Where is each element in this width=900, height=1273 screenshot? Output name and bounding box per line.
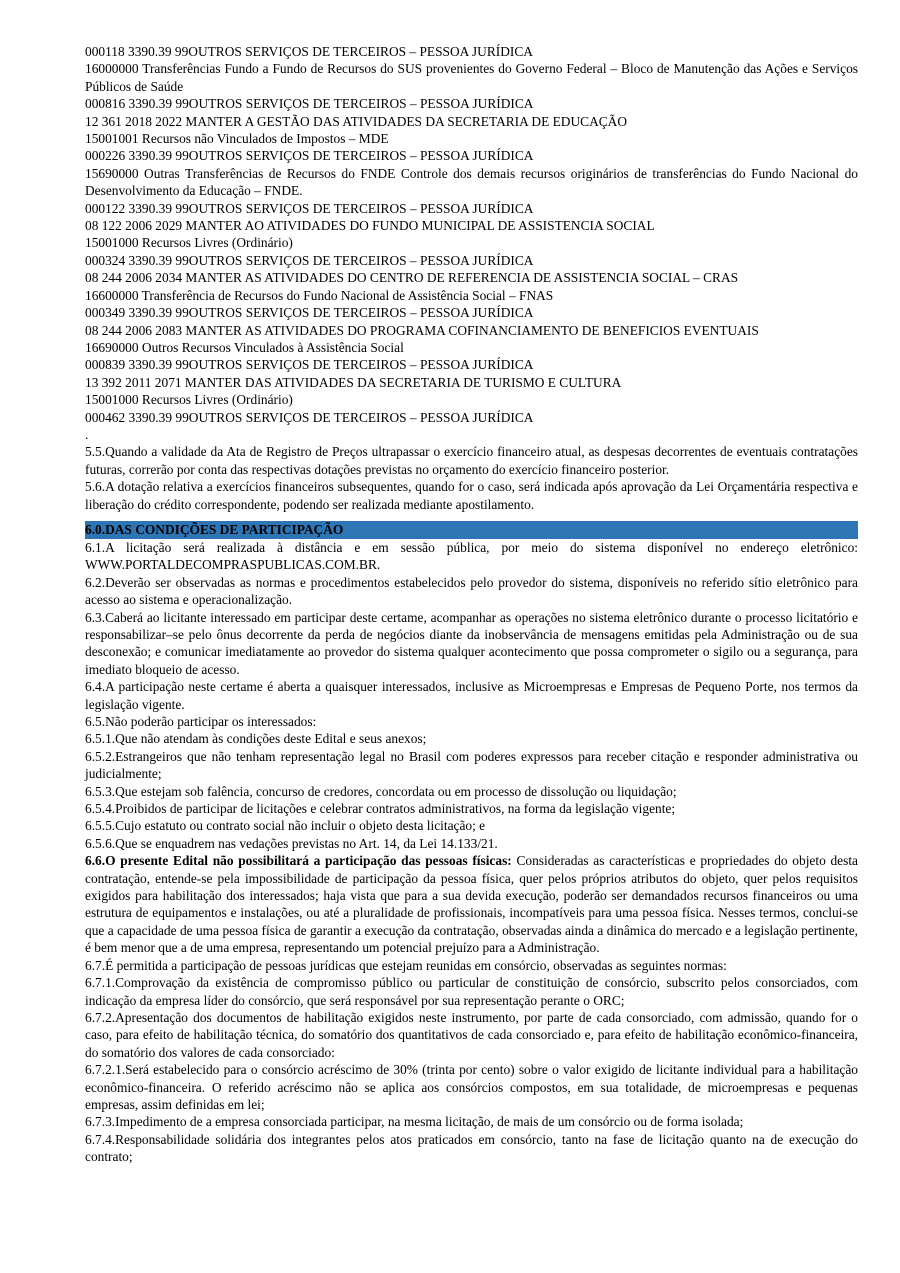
clause-6-7-3: 6.7.3.Impedimento de a empresa consorciada participar, na mesma licitação, de mais de um consórcio ou de forma isolada; bbox=[85, 1114, 744, 1130]
clause-6-7-4: 6.7.4.Responsabilidade solidária dos integrantes pelos atos praticados em consórcio, tanto na fase de licitação quanto na de execução do contrato; bbox=[85, 1131, 858, 1165]
budget-line: 12 361 2018 2022 MANTER A GESTÃO DAS ATIVIDADES DA SECRETARIA DE EDUCAÇÃO bbox=[85, 113, 628, 129]
budget-line: 15001000 Recursos Livres (Ordinário) bbox=[85, 392, 293, 408]
clause-6-6-text: Consideradas as características e propriedades do objeto desta contratação, entende-se pela impossibilidade de participação da pessoa física, quer pelos próprios atributos do objeto, quer pelos requisitos exigidos para habilitação dos interessados; haja vista que para a sua devida execução, poderão ser demandados recursos financeiros ou uma estrutura de equipamentos e instalações, ou até a pluralidade de profissionais, incompatíveis para uma pessoa física. Nesses termos, conclui-se que a capacidade de uma pessoa física de garantir a execução da contratação, observadas ainda a dinâmica do mercado e a legislação pertinente, é bem menor que a de uma empresa, representando um potencial prejuízo para a Administração. bbox=[85, 853, 858, 956]
budget-line: 000816 3390.39 99OUTROS SERVIÇOS DE TERCEIROS – PESSOA JURÍDICA bbox=[85, 96, 534, 112]
clause-6-7-2: 6.7.2.Apresentação dos documentos de habilitação exigidos neste instrumento, por parte de cada consorciado, com admissão, quando for o caso, para efeito de habilitação técnica, do somatório dos quantitativos de cada consorciado e, para efeito de habilitação econômico-financeira, do somatório dos valores de cada consorciado: bbox=[85, 1009, 858, 1060]
clause-6-6-heading: 6.6.O presente Edital não possibilitará a participação das pessoas físicas: bbox=[85, 853, 512, 869]
clause-6-2: 6.2.Deverão ser observadas as normas e procedimentos estabelecidos pelo provedor do sistema, disponíveis no referido sítio eletrônico para acesso ao sistema e operacionalização. bbox=[85, 574, 858, 608]
budget-line: 15001001 Recursos não Vinculados de Impostos – MDE bbox=[85, 131, 389, 147]
clause-6-5-4: 6.5.4.Proibidos de participar de licitações e celebrar contratos administrativos, na forma da legislação vigente; bbox=[85, 801, 676, 817]
budget-line: 000324 3390.39 99OUTROS SERVIÇOS DE TERCEIROS – PESSOA JURÍDICA bbox=[85, 252, 534, 268]
clause-6-5-6: 6.5.6.Que se enquadrem nas vedações previstas no Art. 14, da Lei 14.133/21. bbox=[85, 835, 498, 851]
clause-6-3: 6.3.Caberá ao licitante interessado em participar deste certame, acompanhar as operações no sistema eletrônico durante o processo licitatório e responsabilizar–se pelo ônus decorrente da perda de negócios diante da inobservância de mensagens emitidas pela Administração ou de sua desconexão; e comunicar imediatamente ao provedor do sistema qualquer acontecimento que possa comprometer o sigilo ou a segurança, para imediato bloqueio de acesso. bbox=[85, 609, 858, 677]
clause-6-5-2: 6.5.2.Estrangeiros que não tenham representação legal no Brasil com poderes expressos para receber citação e responder administrativa ou judicialmente; bbox=[85, 748, 858, 782]
budget-line: 16690000 Outros Recursos Vinculados à Assistência Social bbox=[85, 339, 404, 355]
section-title: 6.0.DAS CONDIÇÕES DE PARTICIPAÇÃO bbox=[85, 521, 858, 539]
budget-line: 000462 3390.39 99OUTROS SERVIÇOS DE TERCEIROS – PESSOA JURÍDICA bbox=[85, 409, 534, 425]
budget-line: 08 244 2006 2083 MANTER AS ATIVIDADES DO PROGRAMA COFINANCIAMENTO DE BENEFICIOS EVENTUAIS bbox=[85, 322, 759, 338]
clause-5-6: 5.6.A dotação relativa a exercícios financeiros subsequentes, quando for o caso, será indicada após aprovação da Lei Orçamentária respectiva e liberação do crédito correspondente, podendo ser realizada mediante apostilamento. bbox=[85, 479, 858, 512]
clause-6-1: 6.1.A licitação será realizada à distância e em sessão pública, por meio do sistema disponível no endereço eletrônico: WWW.PORTALDECOMPRASPUBLICAS.COM.BR. bbox=[85, 539, 858, 573]
budget-line: 08 244 2006 2034 MANTER AS ATIVIDADES DO CENTRO DE REFERENCIA DE ASSISTENCIA SOCIAL – CRAS bbox=[85, 270, 739, 286]
clause-6-7: 6.7.É permitida a participação de pessoas jurídicas que estejam reunidas em consórcio, observadas as seguintes normas: bbox=[85, 957, 727, 973]
clause-6-5: 6.5.Não poderão participar os interessados: bbox=[85, 714, 317, 730]
budget-line: 08 122 2006 2029 MANTER AO ATIVIDADES DO FUNDO MUNICIPAL DE ASSISTENCIA SOCIAL bbox=[85, 218, 655, 234]
budget-line: 000226 3390.39 99OUTROS SERVIÇOS DE TERCEIROS – PESSOA JURÍDICA bbox=[85, 148, 534, 164]
budget-line: 000349 3390.39 99OUTROS SERVIÇOS DE TERCEIROS – PESSOA JURÍDICA bbox=[85, 305, 534, 321]
budget-line: 000839 3390.39 99OUTROS SERVIÇOS DE TERCEIROS – PESSOA JURÍDICA bbox=[85, 357, 534, 373]
clause-5-5: 5.5.Quando a validade da Ata de Registro de Preços ultrapassar o exercício financeiro atual, as despesas decorrentes de eventuais contratações futuras, correrão por conta das respectivas dotações previstas no orçamento do exercício financeiro posterior. bbox=[85, 444, 858, 477]
clause-6-4: 6.4.A participação neste certame é aberta a quaisquer interessados, inclusive as Microempresas e Empresas de Pequeno Porte, nos termos da legislação vigente. bbox=[85, 679, 858, 712]
document-page bbox=[85, 43, 858, 1166]
clause-6-5-1: 6.5.1.Que não atendam às condições deste Edital e seus anexos; bbox=[85, 731, 427, 747]
budget-line: 13 392 2011 2071 MANTER DAS ATIVIDADES DA SECRETARIA DE TURISMO E CULTURA bbox=[85, 374, 622, 390]
budget-line: 16000000 Transferências Fundo a Fundo de Recursos do SUS provenientes do Governo Federal – Bloco de Manutenção das Ações e Serviços Públicos de Saúde bbox=[85, 61, 858, 94]
clause-6-5-5: 6.5.5.Cujo estatuto ou contrato social não incluir o objeto desta licitação; e bbox=[85, 818, 486, 834]
budget-line: 000118 3390.39 99OUTROS SERVIÇOS DE TERCEIROS – PESSOA JURÍDICA bbox=[85, 44, 533, 59]
budget-line: 16600000 Transferência de Recursos do Fundo Nacional de Assistência Social – FNAS bbox=[85, 287, 554, 303]
separator-dot: . bbox=[85, 426, 89, 442]
clause-6-7-2-1: 6.7.2.1.Será estabelecido para o consórcio acréscimo de 30% (trinta por cento) sobre o valor exigido de licitante individual para a habilitação econômico-financeira. O referido acréscimo não se aplica aos consórcios compostos, em sua totalidade, de microempresas e pequenas empresas, assim definidas em lei; bbox=[85, 1062, 858, 1112]
clause-6-6 bbox=[85, 852, 858, 956]
clause-6-7-1: 6.7.1.Comprovação da existência de compromisso público ou particular de constituição de consórcio, subscrito pelos consorciados, com indicação da empresa líder do consórcio, que será responsável por sua representação perante o ORC; bbox=[85, 975, 858, 1008]
budget-line: 15690000 Outras Transferências de Recursos do FNDE Controle dos demais recursos originários de transferências do Fundo Nacional do Desenvolvimento da Educação – FNDE. bbox=[85, 165, 858, 199]
clause-6-5-3: 6.5.3.Que estejam sob falência, concurso de credores, concordata ou em processo de dissolução ou liquidação; bbox=[85, 783, 677, 799]
budget-line: 000122 3390.39 99OUTROS SERVIÇOS DE TERCEIROS – PESSOA JURÍDICA bbox=[85, 200, 534, 216]
budget-line: 15001000 Recursos Livres (Ordinário) bbox=[85, 235, 293, 251]
budget-allocation-list bbox=[85, 43, 858, 426]
